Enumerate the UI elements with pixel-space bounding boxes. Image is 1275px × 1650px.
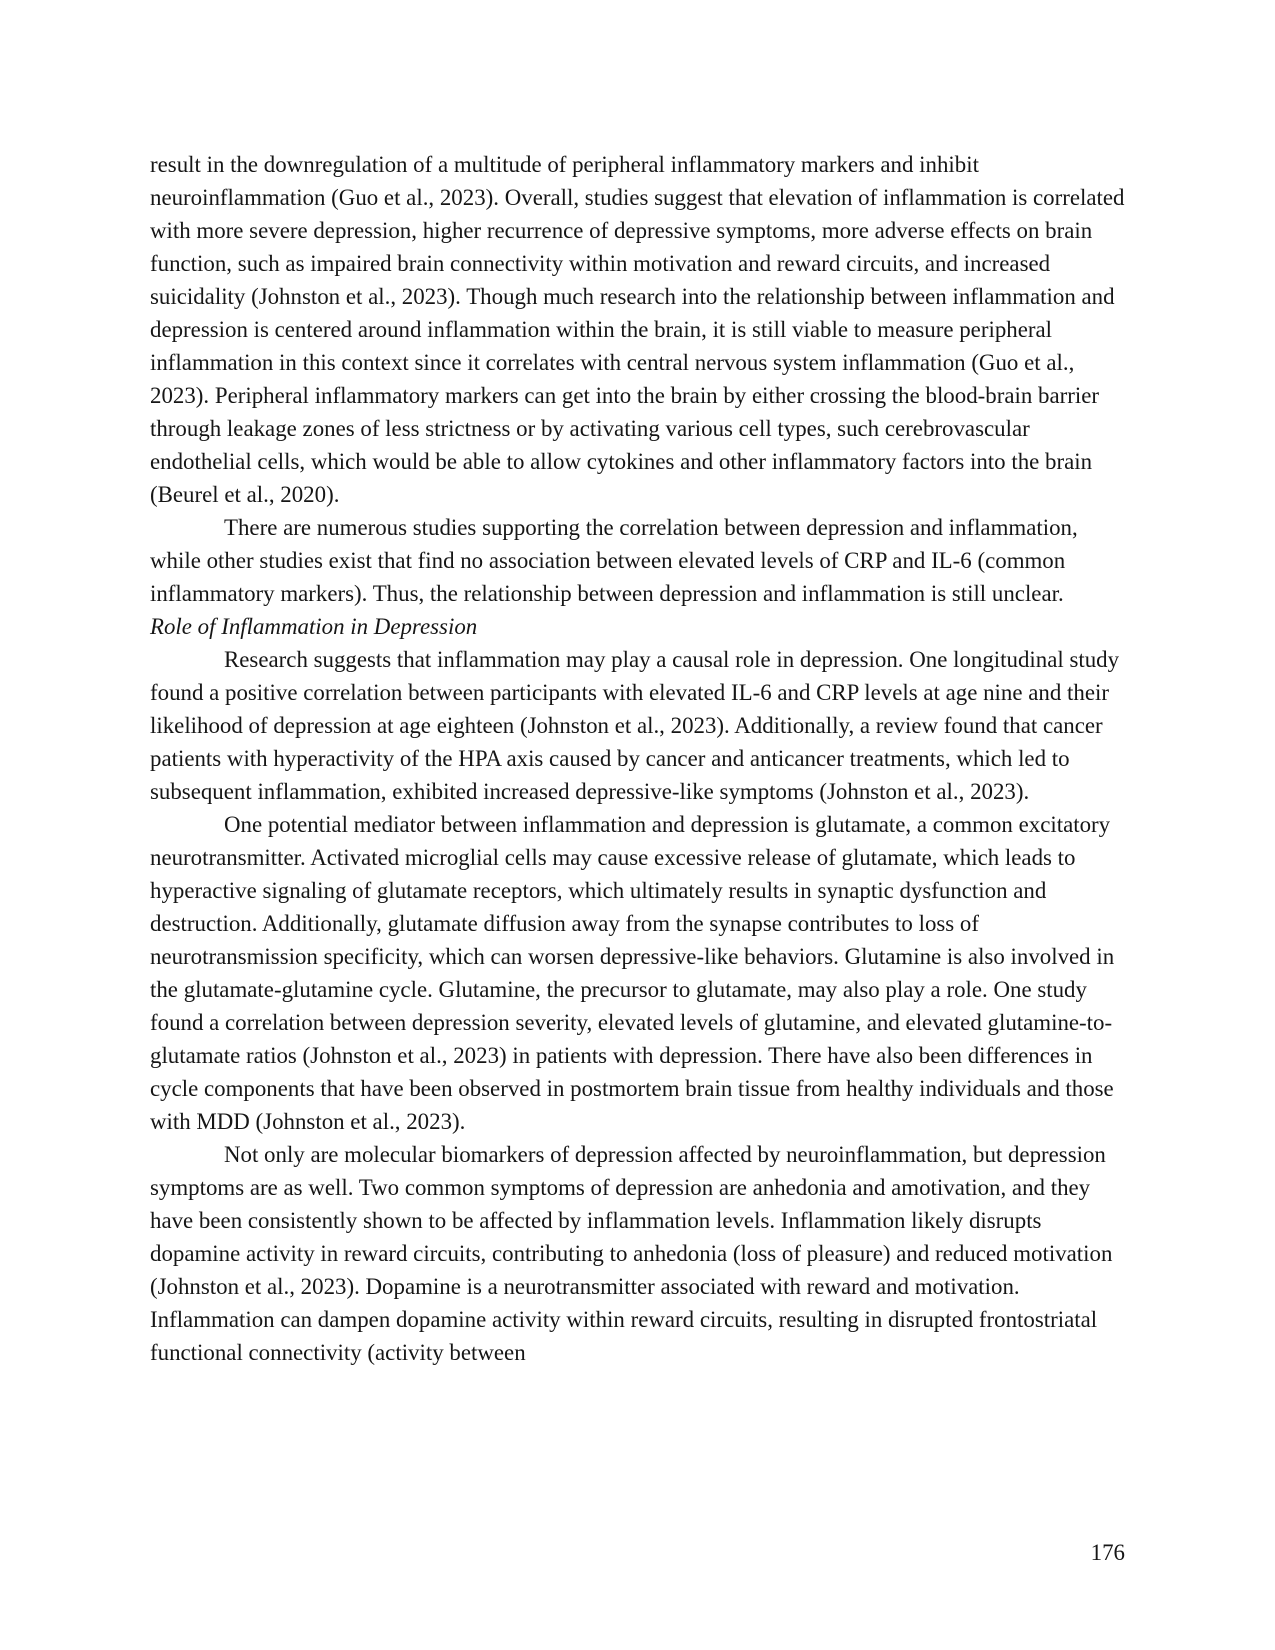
paragraph-2: There are numerous studies supporting the correlation between depression and inflammation, while other studies exist that find no association between elevated levels of CRP and IL-6 (common inflammatory markers). Thus, the relationship between depression and inflammation is still unclear. bbox=[150, 515, 1078, 606]
paragraph-3: Research suggests that inflammation may play a causal role in depression. One longitudinal study found a positive correlation between participants with elevated IL-6 and CRP levels at age nine and their likelihood of depression at age eighteen (Johnston et al., 2023). Additionally, a review found that cancer patients with hyperactivity of the HPA axis caused by cancer and anticancer treatments, which led to subsequent inflammation, exhibited increased depressive-like symptoms (Johnston et al., 2023). bbox=[150, 647, 1120, 804]
section-heading: Role of Inflammation in Depression bbox=[150, 614, 478, 639]
body-text bbox=[150, 148, 1130, 1369]
paragraph-1: result in the downregulation of a multitude of peripheral inflammatory markers and inhibit neuroinflammation (Guo et al., 2023). Overall, studies suggest that elevation of inflammation is correlated with more severe depression, higher recurrence of depressive symptoms, more adverse effects on brain function, such as impaired brain connectivity within motivation and reward circuits, and increased suicidality (Johnston et al., 2023). Though much research into the relationship between inflammation and depression is centered around inflammation within the brain, it is still viable to measure peripheral inflammation in this context since it correlates with central nervous system inflammation (Guo et al., 2023). Peripheral inflammatory markers can get into the brain by either crossing the blood-brain barrier through leakage zones of less strictness or by activating various cell types, such cerebrovascular endothelial cells, which would be able to allow cytokines and other inflammatory factors into the brain (Beurel et al., 2020). bbox=[150, 152, 1125, 507]
paragraph-4: One potential mediator between inflammation and depression is glutamate, a common excitatory neurotransmitter. Activated microglial cells may cause excessive release of glutamate, which leads to hyperactive signaling of glutamate receptors, which ultimately results in synaptic dysfunction and destruction. Additionally, glutamate diffusion away from the synapse contributes to loss of neurotransmission specificity, which can worsen depressive-like behaviors. Glutamine is also involved in the glutamate-glutamine cycle. Glutamine, the precursor to glutamate, may also play a role. One study found a correlation between depression severity, elevated levels of glutamine, and elevated glutamine-to-glutamate ratios (Johnston et al., 2023) in patients with depression. There have also been differences in cycle components that have been observed in postmortem brain tissue from healthy individuals and those with MDD (Johnston et al., 2023). bbox=[150, 812, 1115, 1134]
paragraph-5: Not only are molecular biomarkers of depression affected by neuroinflammation, but depression symptoms are as well. Two common symptoms of depression are anhedonia and amotivation, and they have been consistently shown to be affected by inflammation levels. Inflammation likely disrupts dopamine activity in reward circuits, contributing to anhedonia (loss of pleasure) and reduced motivation (Johnston et al., 2023). Dopamine is a neurotransmitter associated with reward and motivation. Inflammation can dampen dopamine activity within reward circuits, resulting in disrupted frontostriatal functional connectivity (activity between bbox=[150, 1142, 1113, 1365]
page-number: 176 bbox=[1090, 1540, 1125, 1565]
